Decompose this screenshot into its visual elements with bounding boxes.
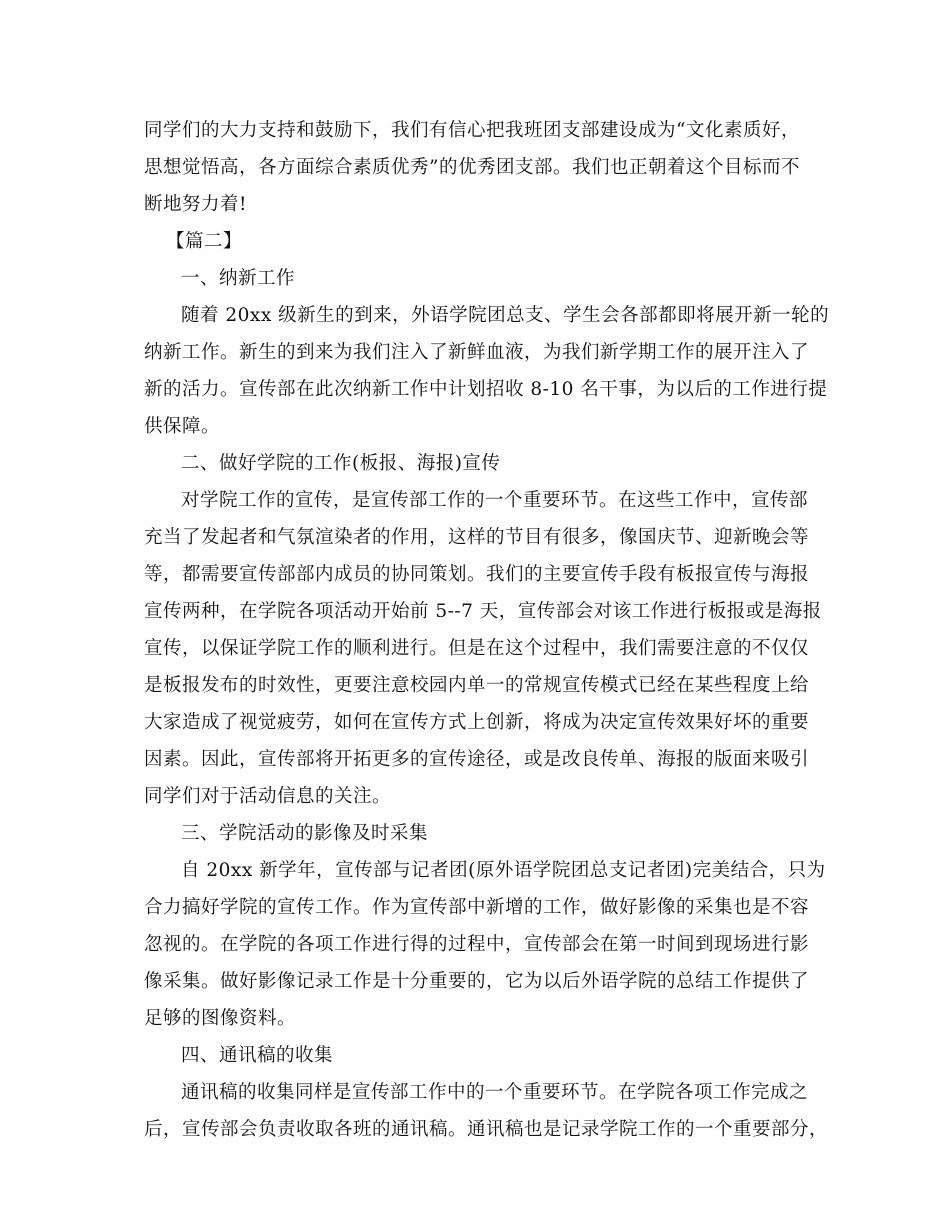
text-line: 宣传两种，在学院各项活动开始前 5--7 天，宣传部会对该工作进行板报或是海报 bbox=[144, 601, 822, 622]
text-line: 纳新工作。新生的到来为我们注入了新鲜血液，为我们新学期工作的展开注入了 bbox=[144, 342, 810, 363]
text-line: 合力搞好学院的宣传工作。作为宣传部中新增的工作，做好影像的采集也是不容 bbox=[144, 897, 810, 918]
text-line: 后，宣传部会负责收取各班的通讯稿。通讯稿也是记录学院工作的一个重要部分， bbox=[144, 1119, 829, 1140]
text-line: 大家造成了视觉疲劳，如何在宣传方式上创新，将成为决定宣传效果好坏的重要 bbox=[144, 712, 810, 733]
text-line: 自 20xx 新学年，宣传部与记者团(原外语学院团总支记者团)完美结合，只为 bbox=[181, 860, 826, 881]
subheading-4: 四、通讯稿的收集 bbox=[181, 1045, 334, 1066]
text-line: 断地努力着! bbox=[144, 194, 247, 215]
text-line: 新的活力。宣传部在此次纳新工作中计划招收 8-10 名干事，为以后的工作进行提 bbox=[144, 379, 828, 400]
text-line: 是板报发布的时效性，更要注意校园内单一的常规宣传模式已经在某些程度上给 bbox=[144, 675, 810, 696]
text-line: 同学们对于活动信息的关注。 bbox=[144, 786, 392, 807]
subheading-1: 一、纳新工作 bbox=[181, 268, 296, 289]
subheading-3: 三、学院活动的影像及时采集 bbox=[181, 823, 429, 844]
text-line: 同学们的大力支持和鼓励下，我们有信心把我班团支部建设成为“文化素质好， bbox=[144, 120, 800, 141]
text-line: 像采集。做好影像记录工作是十分重要的，它为以后外语学院的总结工作提供了 bbox=[144, 971, 810, 992]
text-line: 等，都需要宣传部部内成员的协同策划。我们的主要宣传手段有板报宣传与海报 bbox=[144, 564, 810, 585]
text-line: 供保障。 bbox=[144, 416, 221, 437]
text-line: 随着 20xx 级新生的到来，外语学院团总支、学生会各部都即将展开新一轮的 bbox=[181, 305, 830, 326]
text-line: 因素。因此，宣传部将开拓更多的宣传途径，或是改良传单、海报的版面来吸引 bbox=[144, 749, 810, 770]
section-heading-pian-er: 【篇二】 bbox=[166, 231, 243, 252]
subheading-2: 二、做好学院的工作(板报、海报)宣传 bbox=[181, 453, 501, 474]
text-line: 足够的图像资料。 bbox=[144, 1008, 297, 1029]
document-body bbox=[144, 112, 830, 1148]
text-line: 对学院工作的宣传，是宣传部工作的一个重要环节。在这些工作中，宣传部 bbox=[181, 490, 809, 511]
text-line: 通讯稿的收集同样是宣传部工作中的一个重要环节。在学院各项工作完成之 bbox=[181, 1082, 809, 1103]
text-line: 宣传，以保证学院工作的顺利进行。但是在这个过程中，我们需要注意的不仅仅 bbox=[144, 638, 810, 659]
text-line: 充当了发起者和气氛渲染者的作用，这样的节目有很多，像国庆节、迎新晚会等 bbox=[144, 527, 810, 548]
text-line: 思想觉悟高，各方面综合素质优秀”的优秀团支部。我们也正朝着这个目标而不 bbox=[144, 157, 800, 178]
text-line: 忽视的。在学院的各项工作进行得的过程中，宣传部会在第一时间到现场进行影 bbox=[144, 934, 810, 955]
